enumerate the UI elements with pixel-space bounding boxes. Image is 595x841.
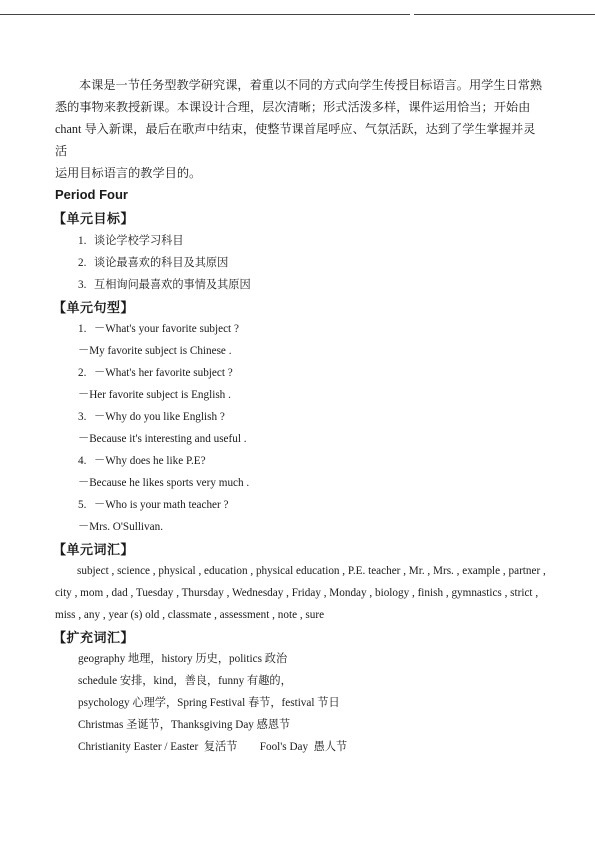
sentence-answer: －Because he likes sports very much . (78, 477, 250, 489)
period-title: Period Four (55, 187, 128, 202)
section-heading-extended: 【扩充词汇】 (53, 631, 135, 646)
goal-text: 互相询问最喜欢的事情及其原因 (94, 279, 251, 291)
sentence-answer: －Mrs. O'Sullivan. (78, 521, 163, 533)
intro-paragraph (55, 74, 545, 184)
sentence-answer: －My favorite subject is Chinese . (78, 345, 232, 357)
question-text: －Why does he like P.E? (94, 455, 206, 467)
header-rule-left (0, 14, 410, 15)
intro-line: chant 导入新课，最后在歌声中结束，使整节课首尾呼应、气氛活跃，达到了学生掌握并灵活 (55, 122, 536, 158)
goal-number: 1. (78, 235, 87, 247)
sentence-number: 3. (78, 411, 87, 423)
goal-item (78, 254, 228, 270)
extended-vocab-line: schedule 安排，kind，善良，funny 有趣的， (78, 675, 292, 687)
sentence-question (78, 452, 206, 468)
question-text: －What's your favorite subject ? (94, 323, 239, 335)
vocabulary-text: subject , science , physical , education , physical education , P.E. teacher , Mr. , Mrs. , example , partner , city , mom , dad , Tuesday , Thursday , Wednesday , Friday , Monday , biology , finish , gymnastics , strict , miss , any , year (s) old , classmate , assessment , note , sure (55, 565, 546, 621)
extended-vocab-line: psychology 心理学，Spring Festival 春节，festival 节日 (78, 697, 340, 709)
goal-text: 谈论学校学习科目 (94, 235, 184, 247)
extended-vocab-line: Christianity Easter / Easter 复活节 Fool's Day 愚人节 (78, 741, 348, 753)
goal-item (78, 276, 251, 292)
intro-line: 运用目标语言的教学目的。 (55, 166, 202, 180)
sentence-question (78, 364, 233, 380)
intro-line: 本课是一节任务型教学研究课，着重以不同的方式向学生传授目标语言。用学生日常熟 (79, 78, 543, 92)
goal-text: 谈论最喜欢的科目及其原因 (94, 257, 229, 269)
goal-number: 3. (78, 279, 87, 291)
question-text: －What's her favorite subject ? (94, 367, 233, 379)
question-text: －Who is your math teacher ? (94, 499, 229, 511)
sentence-question (78, 408, 225, 424)
sentence-number: 2. (78, 367, 87, 379)
sentence-answer: －Her favorite subject is English . (78, 389, 231, 401)
question-text: －Why do you like English ? (94, 411, 225, 423)
vocabulary-list (55, 560, 547, 626)
goal-item (78, 232, 184, 248)
section-heading-sentences: 【单元句型】 (53, 301, 135, 316)
sentence-question (78, 320, 239, 336)
sentence-question (78, 496, 229, 512)
sentence-number: 4. (78, 455, 87, 467)
extended-vocab-line: Christmas 圣诞节，Thanksgiving Day 感恩节 (78, 719, 291, 731)
intro-line: 悉的事物来教授新课。本课设计合理，层次清晰；形式活泼多样，课件运用恰当；开始由 (55, 100, 531, 114)
extended-vocab-line: geography 地理，history 历史，politics 政治 (78, 653, 288, 665)
goal-number: 2. (78, 257, 87, 269)
header-rule-right (414, 14, 595, 15)
section-heading-vocabulary: 【单元词汇】 (53, 543, 135, 558)
section-heading-goals: 【单元目标】 (53, 212, 135, 227)
sentence-number: 1. (78, 323, 87, 335)
sentence-answer: －Because it's interesting and useful . (78, 433, 247, 445)
sentence-number: 5. (78, 499, 87, 511)
